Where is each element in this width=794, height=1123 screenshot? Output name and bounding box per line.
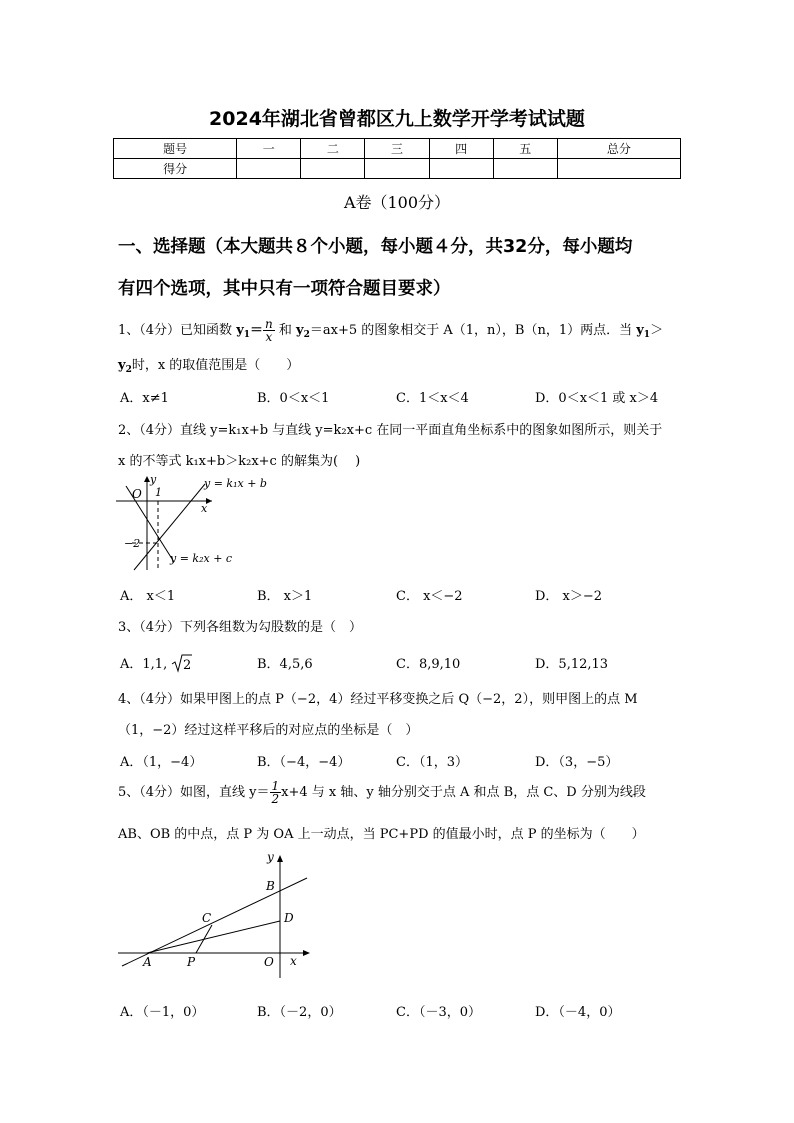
q5-denominator: 2 (271, 792, 280, 806)
q1-option-a[interactable]: A．x≠1 (120, 391, 169, 406)
q1-y1: y (636, 323, 644, 338)
q1-gt: ＞ (650, 323, 664, 338)
score-header-cell: 三 (365, 139, 429, 159)
q1-line1 (118, 318, 663, 343)
q1-option-c[interactable]: C．1＜x＜4 (396, 391, 469, 406)
q2-option-d[interactable]: D． x＞−2 (535, 589, 603, 604)
score-cell (493, 159, 557, 179)
y-axis-arrow (277, 855, 283, 862)
q1-y2: y (296, 323, 304, 338)
q4-line1: 4、（4分）如果甲图上的点 P（−2，4）经过平移变换之后 Q（−2，2），则甲图上的点 M (118, 692, 638, 707)
q4-option-b[interactable]: B．（−4，−4） (257, 755, 351, 770)
score-header-cell: 总分 (557, 139, 680, 159)
sqrt-2 (171, 653, 193, 673)
score-table (113, 138, 681, 179)
line-ad (147, 921, 280, 953)
q2-option-a[interactable]: A． x＜1 (120, 589, 176, 604)
score-header-cell: 题号 (114, 139, 237, 159)
q1-denominator: x (265, 330, 273, 344)
q1-option-b[interactable]: B．0＜x＜1 (257, 391, 330, 406)
x-axis-arrow (303, 950, 310, 956)
q5-option-b[interactable]: B．（－2，0） (257, 1005, 342, 1020)
q1-fraction (263, 318, 275, 343)
q2-line2: x 的不等式 k₁x+b＞k₂x+c 的解集为( ) (118, 454, 361, 469)
q1-text: ＝ax+5 的图象相交于 A（1，n），B（n，1）两点．当 (309, 323, 637, 338)
score-cell (237, 159, 301, 179)
q2-option-c[interactable]: C． x＜−2 (396, 589, 463, 604)
q3-option-a-label: A．1,1, (120, 657, 168, 672)
point-c-label: C (202, 911, 212, 925)
q5-option-a[interactable]: A．（－1，0） (120, 1005, 205, 1020)
score-table-header-row (114, 139, 681, 159)
q1-y1: y (236, 323, 244, 338)
line-k2-label: y = k₂x + c (170, 552, 233, 565)
q2-figure (112, 472, 282, 577)
score-header-cell: 四 (429, 139, 493, 159)
x-axis-label: x (290, 954, 297, 968)
section-a-title: A卷（100分） (343, 193, 451, 212)
line-k1-label: y = k₁x + b (204, 477, 267, 490)
q4-option-d[interactable]: D．（3，−5） (535, 755, 619, 770)
q5-text: x+4 与 x 轴、y 轴分别交于点 A 和点 B，点 C、D 分别为线段 (281, 785, 646, 800)
score-cell (557, 159, 680, 179)
q2-option-b[interactable]: B． x＞1 (257, 589, 313, 604)
q1-line2 (118, 354, 299, 375)
score-table-row (114, 159, 681, 179)
tick-1-label: 1 (155, 486, 162, 499)
q2-line1: 2、（4分）直线 y=k₁x+b 与直线 y=k₂x+c 在同一平面直角坐标系中的图象如图所示，则关于 (118, 423, 663, 438)
tick-neg2-label: −2 (124, 537, 141, 550)
q5-line2: AB、OB 的中点，点 P 为 OA 上一动点，当 PC+PD 的值最小时，点 P 的坐标为（ ） (118, 827, 645, 842)
q3-option-b[interactable]: B．4,5,6 (257, 657, 313, 672)
score-header-cell: 五 (493, 139, 557, 159)
q1-sub: 1 (243, 330, 251, 340)
q3-option-a[interactable] (120, 653, 193, 673)
page-title: 2024年湖北省曾都区九上数学开学考试试题 (209, 108, 585, 130)
q5-line1 (118, 780, 646, 805)
point-d-label: D (284, 911, 294, 925)
score-row-label: 得分 (114, 159, 237, 179)
y-axis-label: y (267, 850, 274, 864)
q1-text: 和 (274, 323, 297, 338)
origin-label: O (264, 955, 274, 969)
q1-text: 时，x 的取值范围是（ ） (131, 358, 300, 373)
sqrt-argument: 2 (183, 658, 192, 673)
section-1-heading-line1: 一、选择题（本大题共８个小题，每小题４分，共32分，每小题均 (118, 237, 633, 257)
score-cell (429, 159, 493, 179)
q4-line2: （1，−2）经过这样平移后的对应点的坐标是（ ） (118, 723, 419, 738)
section-1-heading-line2: 有四个选项，其中只有一项符合题目要求） (118, 279, 451, 299)
x-axis-label: x (201, 502, 208, 515)
q1-eq: ＝ (250, 323, 264, 338)
q5-fraction (270, 780, 282, 805)
q3-option-c[interactable]: C．8,9,10 (396, 657, 461, 672)
y-axis-label: y (150, 473, 157, 486)
q3-line: 3、（4分）下列各组数为勾股数的是（ ） (118, 620, 363, 635)
q4-option-a[interactable]: A．（1，−4） (120, 755, 203, 770)
q5-option-d[interactable]: D．（－4，0） (535, 1005, 621, 1020)
point-a-label: A (143, 955, 152, 969)
score-cell (301, 159, 365, 179)
q5-option-c[interactable]: C．（－3，0） (396, 1005, 481, 1020)
q5-numerator: 1 (271, 779, 280, 793)
q1-y2: y (118, 358, 126, 373)
q1-sub: 2 (303, 330, 310, 340)
q5-text: 5、（4分）如图，直线 y＝ (118, 785, 270, 800)
q1-numerator: n (265, 317, 273, 331)
point-p-label: P (187, 955, 196, 969)
origin-label: O (132, 487, 142, 501)
q5-figure (112, 848, 322, 988)
q1-text: 1、（4分）已知函数 (118, 323, 237, 338)
q1-option-d[interactable]: D．0＜x＜1 或 x＞4 (535, 391, 659, 406)
q1-sub: 2 (125, 365, 132, 375)
q3-option-d[interactable]: D．5,12,13 (535, 657, 609, 672)
score-header-cell: 一 (237, 139, 301, 159)
score-cell (365, 159, 429, 179)
q1-sub: 1 (643, 330, 651, 340)
score-header-cell: 二 (301, 139, 365, 159)
q4-option-c[interactable]: C．（1，3） (396, 755, 468, 770)
point-b-label: B (266, 879, 275, 893)
